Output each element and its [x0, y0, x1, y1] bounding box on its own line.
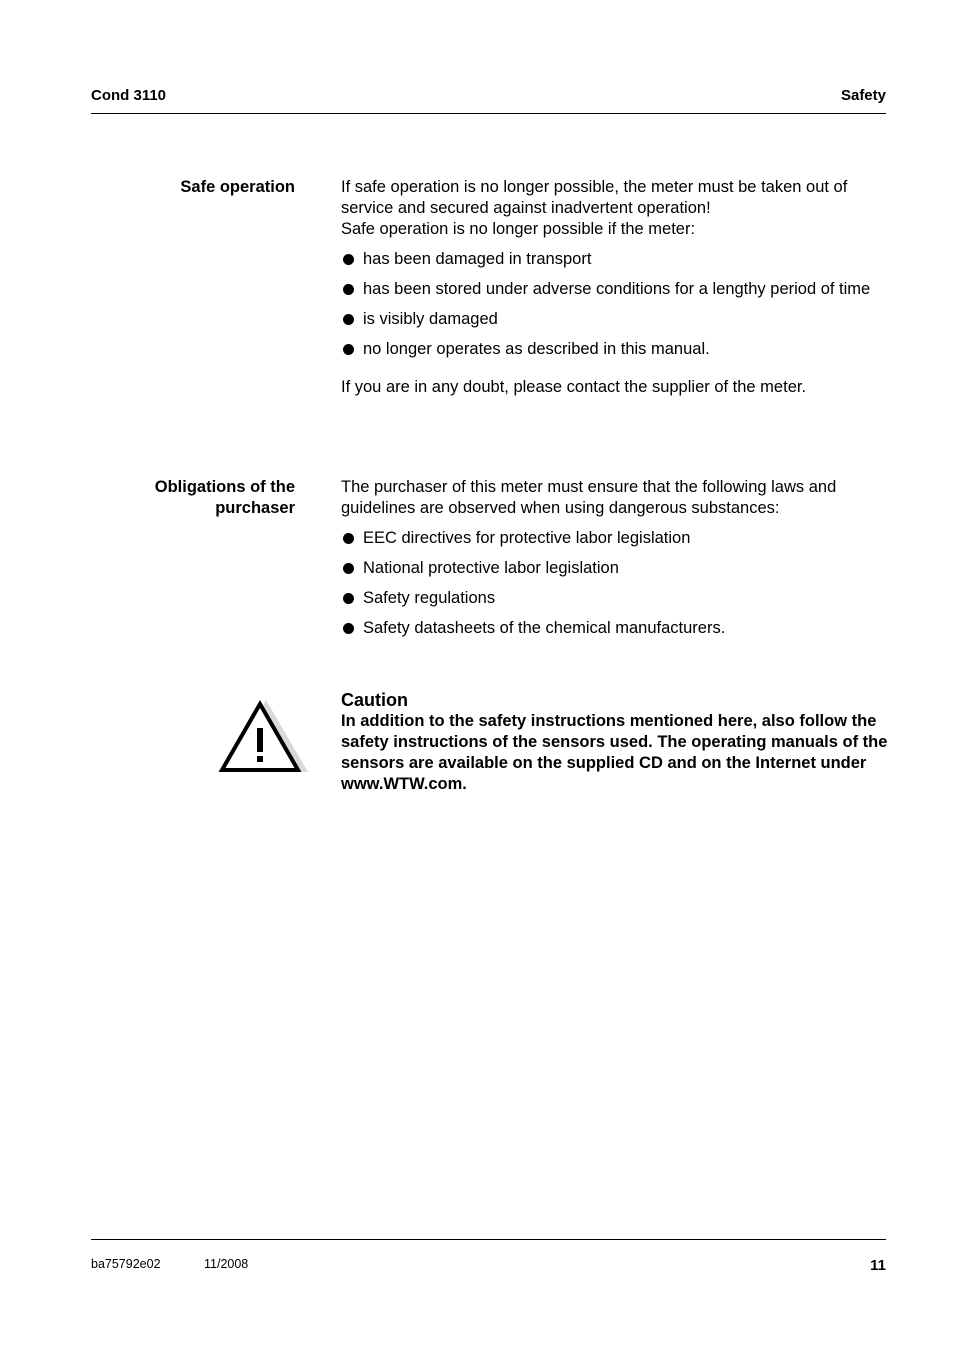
- bullet-icon: [343, 314, 354, 325]
- page-number: 11: [870, 1257, 886, 1274]
- bullet-icon: [343, 533, 354, 544]
- list-item: Safety regulations: [341, 588, 889, 609]
- bullet-icon: [343, 284, 354, 295]
- obligations-heading-line-1: Obligations of the: [154, 478, 295, 496]
- caution-block: [341, 689, 889, 795]
- obligations-heading-line-2: purchaser: [215, 499, 295, 517]
- header-divider: [91, 113, 886, 114]
- safe-operation-body: [341, 177, 889, 398]
- caution-text: In addition to the safety instructions mentioned here, also follow the safety instructions of the sensors used. The operating manuals of the sensors are available on the supplied CD and on the Internet under www.WTW.com.: [341, 712, 888, 793]
- footer-divider: [91, 1239, 886, 1240]
- bullet-icon: [343, 623, 354, 634]
- bullet-icon: [343, 563, 354, 574]
- obligations-list: [341, 528, 889, 639]
- obligations-intro: The purchaser of this meter must ensure that the following laws and guidelines are observed when using dangerous substances:: [341, 478, 837, 517]
- safe-operation-intro-1: If safe operation is no longer possible, the meter must be taken out of service and secured against inadvertent operation!: [341, 178, 848, 217]
- list-item: is visibly damaged: [341, 309, 889, 330]
- safe-operation-list: [341, 249, 889, 360]
- obligations-body: [341, 477, 889, 639]
- safe-operation-intro-2: Safe operation is no longer possible if the meter:: [341, 220, 696, 238]
- list-item: has been damaged in transport: [341, 249, 889, 270]
- safe-operation-heading: Safe operation: [180, 178, 295, 196]
- bullet-icon: [343, 593, 354, 604]
- bullet-icon: [343, 254, 354, 265]
- footer-doc-id: ba75792e02: [91, 1257, 161, 1271]
- caution-title: Caution: [341, 690, 408, 710]
- list-item: no longer operates as described in this manual.: [341, 339, 889, 360]
- warning-triangle-icon: [218, 696, 310, 776]
- header-document-title: Cond 3110: [91, 87, 167, 104]
- obligations-heading: [91, 477, 295, 519]
- header-chapter-title: Safety: [840, 87, 886, 104]
- safe-operation-closing: If you are in any doubt, please contact the supplier of the meter.: [341, 378, 807, 396]
- list-item: Safety datasheets of the chemical manufacturers.: [341, 618, 889, 639]
- list-item: EEC directives for protective labor legislation: [341, 528, 889, 549]
- bullet-icon: [343, 344, 354, 355]
- list-item: has been stored under adverse conditions for a lengthy period of time: [341, 279, 889, 300]
- list-item: National protective labor legislation: [341, 558, 889, 579]
- footer-date: 11/2008: [204, 1257, 249, 1271]
